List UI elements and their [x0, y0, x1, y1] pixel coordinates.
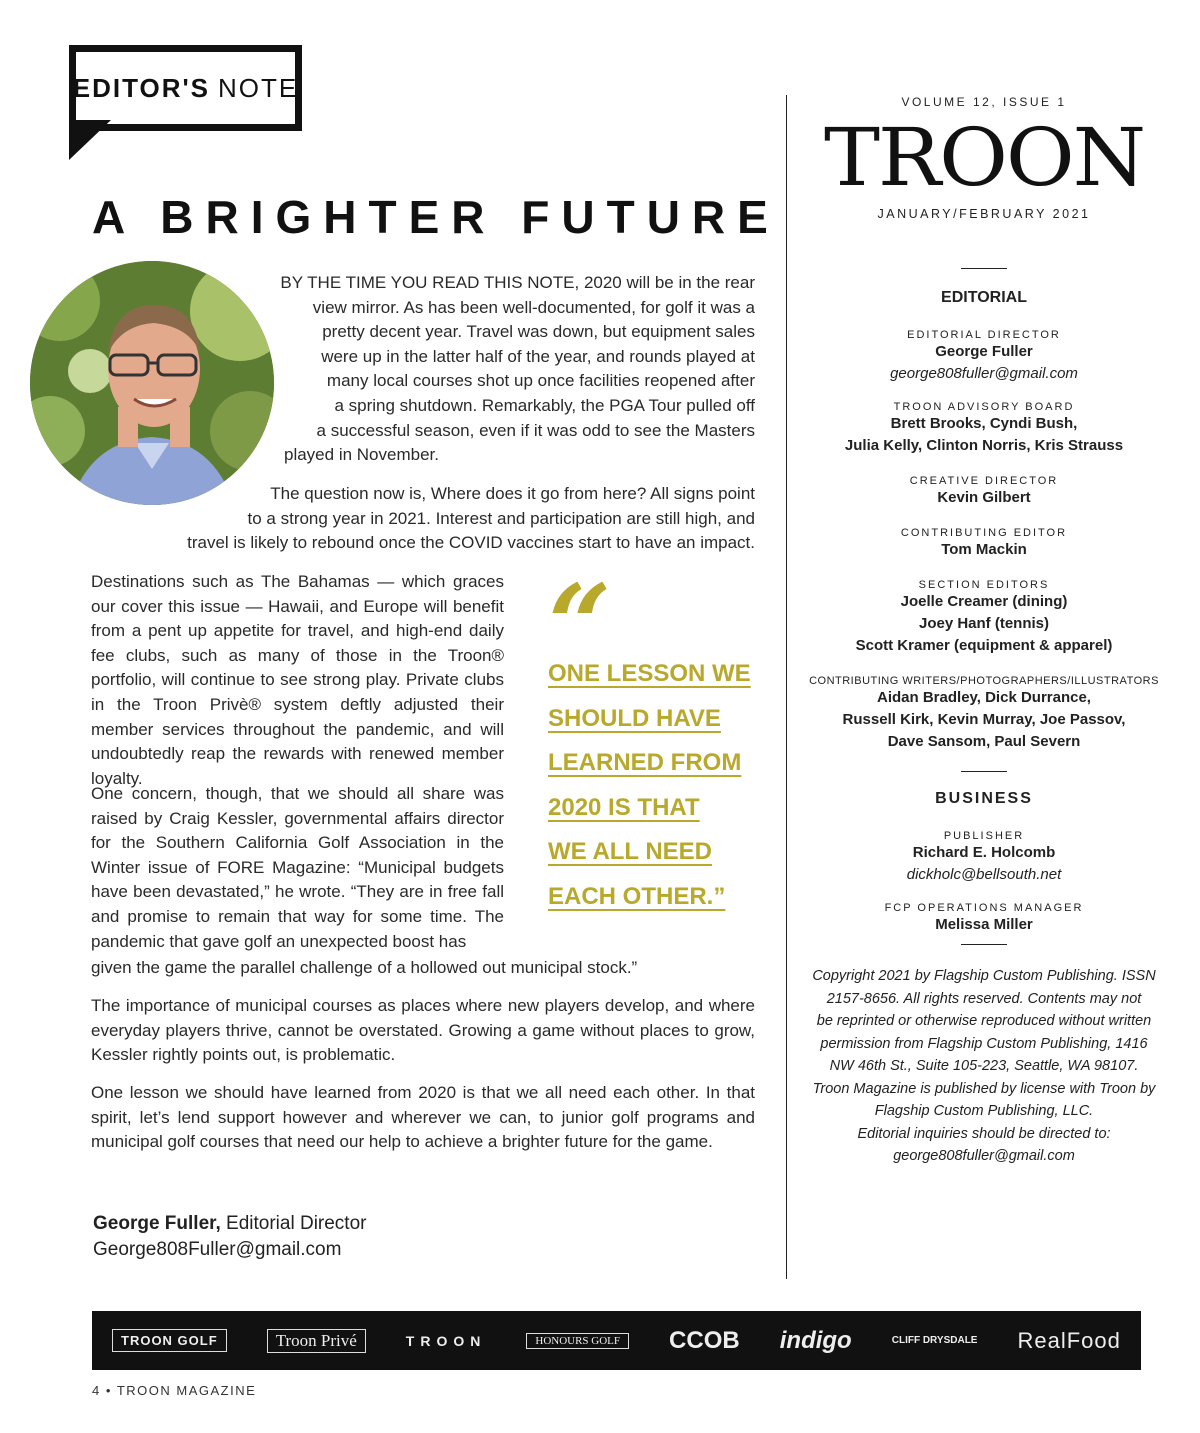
issue-date: JANUARY/FEBRUARY 2021 — [877, 207, 1091, 221]
headline: A BRIGHTER FUTURE — [92, 191, 780, 243]
partner-logo-strip — [92, 1311, 1141, 1370]
paragraph-4: One concern, though, that we should all share was raised by Craig Kessler, governmental affairs director for the Southern California Golf Association in the Winter issue of FORE Magazine: “Municipal budgets have been devastated,” he wrote. “They are in free fall and promise to remain that way for some time. The pandemic that gave golf an unexpected boost has — [91, 784, 504, 951]
copyright-line: NW 46th St., Suite 105-223, Seattle, WA 98107. — [829, 1058, 1139, 1074]
staff-email[interactable]: george808fuller@gmail.com — [890, 365, 1078, 382]
pull-quote-text — [548, 652, 758, 919]
copyright-line: Editorial inquiries should be directed to: — [857, 1125, 1111, 1142]
p1-line: view mirror. As has been well-documented, for golf it was a — [312, 297, 755, 317]
p2-line: to a strong year in 2021. Interest and participation are still high, and — [247, 508, 755, 528]
troon-prive-logo: Troon Privé — [267, 1329, 366, 1353]
quote-line: SHOULD HAVE — [548, 704, 721, 732]
p1-line: a successful season, even if it was odd to see the Masters — [316, 420, 755, 440]
rule — [961, 268, 1007, 269]
p1-line: a spring shutdown. Remarkably, the PGA Tour pulled off — [334, 395, 755, 415]
paragraph-2 — [91, 482, 755, 556]
signature-email[interactable]: George808Fuller@gmail.com — [93, 1239, 342, 1260]
p2-line: The question now is, Where does it go from here? All signs point — [270, 484, 755, 503]
editorial-heading: EDITORIAL — [941, 289, 1027, 306]
copyright-notice — [800, 965, 1168, 1168]
editors-note-bold: EDITOR'S — [72, 72, 211, 103]
p1-line: were up in the latter half of the year, and rounds played at — [321, 346, 755, 366]
role-label: SECTION EDITORS — [918, 579, 1050, 591]
signature — [93, 1211, 366, 1263]
column-divider — [786, 95, 787, 1279]
paragraph-1 — [262, 271, 755, 468]
page-number: 4 — [92, 1383, 101, 1398]
p1-line: many local courses shot up once facilities reopened after — [326, 371, 755, 391]
role-label: TROON ADVISORY BOARD — [893, 401, 1075, 413]
copyright-line: Copyright 2021 by Flagship Custom Publishing. ISSN — [812, 968, 1156, 984]
copyright-line: Troon Magazine is published by license with Troon by — [812, 1080, 1156, 1097]
editors-note-light: NOTE — [218, 72, 299, 103]
role-label: CONTRIBUTING WRITERS/PHOTOGRAPHERS/ILLUSTRATORS — [809, 675, 1159, 687]
ccob-sports-logo: CCOB — [669, 1326, 740, 1354]
troon-golf-logo: TROON GOLF — [112, 1329, 227, 1352]
p1-line: BY THE TIME YOU READ THIS NOTE, 2020 will be in the rear — [280, 273, 755, 292]
staff-name: George Fuller — [935, 343, 1033, 360]
copyright-line: permission from Flagship Custom Publishing, 1416 — [820, 1035, 1148, 1052]
copyright-line: be reprinted or otherwise reproduced without written — [816, 1013, 1152, 1029]
indigo-golf-logo: indigo — [779, 1326, 852, 1354]
troon-international-logo: TROON — [405, 1332, 487, 1349]
signature-name: George Fuller, — [93, 1213, 221, 1234]
staff-name: Dave Sansom, Paul Severn — [887, 733, 1081, 750]
signature-title: Editorial Director — [226, 1213, 367, 1234]
quote-line: 2020 IS THAT — [548, 793, 700, 821]
staff-name: Russell Kirk, Kevin Murray, Joe Passov, — [842, 711, 1126, 728]
copyright-line[interactable]: george808fuller@gmail.com — [893, 1148, 1075, 1164]
business-heading: BUSINESS — [935, 790, 1033, 807]
quote-line: WE ALL NEED — [548, 838, 713, 865]
realfood-logo: RealFood — [1017, 1327, 1121, 1353]
pull-quote — [548, 560, 758, 919]
paragraph-3: Destinations such as The Bahamas — which graces our cover this issue — Hawaii, and Europe will benefit from a pent up appetite for travel, and high-end daily fee clubs, such as many of those in the Troon® portfolio, will continue to see strong play. Private clubs in the Troon Privè® system deftly adjusted their member services throughout the pandemic, and will undoubtedly reap the rewards with renewed member loyalty. — [91, 572, 504, 788]
editors-note-label — [69, 45, 302, 131]
staff-name: Melissa Miller — [935, 916, 1033, 933]
footer-separator: • — [105, 1383, 112, 1398]
volume-issue: VOLUME 12, ISSUE 1 — [901, 95, 1067, 109]
staff-name: Kevin Gilbert — [937, 489, 1031, 506]
author-photo — [30, 261, 274, 505]
staff-name: Julia Kelly, Clinton Norris, Kris Strauss — [844, 437, 1124, 454]
quote-marks-icon: “ — [548, 560, 604, 689]
paragraph-6: One lesson we should have learned from 2020 is that we all need each other. In that spirit, let’s lend support however and wherever we can, to junior golf programs and municipal golf courses that need our help to achieve a brighter future for the game. — [91, 1083, 755, 1152]
p1-line: played in November. — [284, 445, 439, 465]
p2-line: travel is likely to rebound once the COVID vaccines start to have an impact. — [187, 533, 755, 553]
rule — [961, 944, 1007, 945]
page-footer — [92, 1383, 256, 1398]
role-label: CREATIVE DIRECTOR — [909, 475, 1059, 487]
staff-name: Aidan Bradley, Dick Durrance, — [877, 689, 1091, 706]
quote-line: LEARNED FROM — [548, 749, 742, 776]
quote-line: EACH OTHER.” — [548, 882, 726, 910]
staff-email[interactable]: dickholc@bellsouth.net — [906, 866, 1062, 883]
staff-name: Richard E. Holcomb — [912, 844, 1056, 861]
paragraph-5: The importance of municipal courses as places where new players develop, and where everyday players thrive, cannot be overstated. Growing a game without places to grow, Kessler rightly points out, is problematic. — [91, 996, 755, 1065]
role-label: EDITORIAL DIRECTOR — [907, 329, 1061, 341]
staff-name: Joelle Creamer (dining) — [900, 593, 1068, 610]
speech-tail — [69, 120, 111, 160]
troon-logo: TROON — [823, 111, 1144, 204]
masthead — [800, 95, 1168, 1168]
rule — [961, 771, 1007, 772]
copyright-line: Flagship Custom Publishing, LLC. — [874, 1103, 1094, 1119]
role-label: PUBLISHER — [943, 830, 1025, 842]
honours-golf-logo: HONOURS GOLF — [526, 1333, 629, 1349]
role-label: CONTRIBUTING EDITOR — [900, 527, 1068, 539]
staff-name: Brett Brooks, Cyndi Bush, — [890, 415, 1078, 432]
staff-name: Tom Mackin — [941, 541, 1027, 558]
paragraph-4-end: given the game the parallel challenge of a hollowed out municipal stock.” — [91, 958, 638, 977]
staff-name: Joey Hanf (tennis) — [918, 615, 1050, 632]
quote-line: ONE LESSON WE — [548, 660, 751, 687]
staff-name: Scott Kramer (equipment & apparel) — [855, 637, 1113, 654]
copyright-line: 2157-8656. All rights reserved. Contents may not — [826, 990, 1142, 1007]
role-label: FCP OPERATIONS MANAGER — [884, 902, 1084, 914]
p1-line: pretty decent year. Travel was down, but equipment sales — [322, 322, 755, 342]
cliff-drysdale-logo: CLIFF DRYSDALE — [891, 1335, 978, 1346]
publication-name: TROON MAGAZINE — [116, 1383, 257, 1398]
